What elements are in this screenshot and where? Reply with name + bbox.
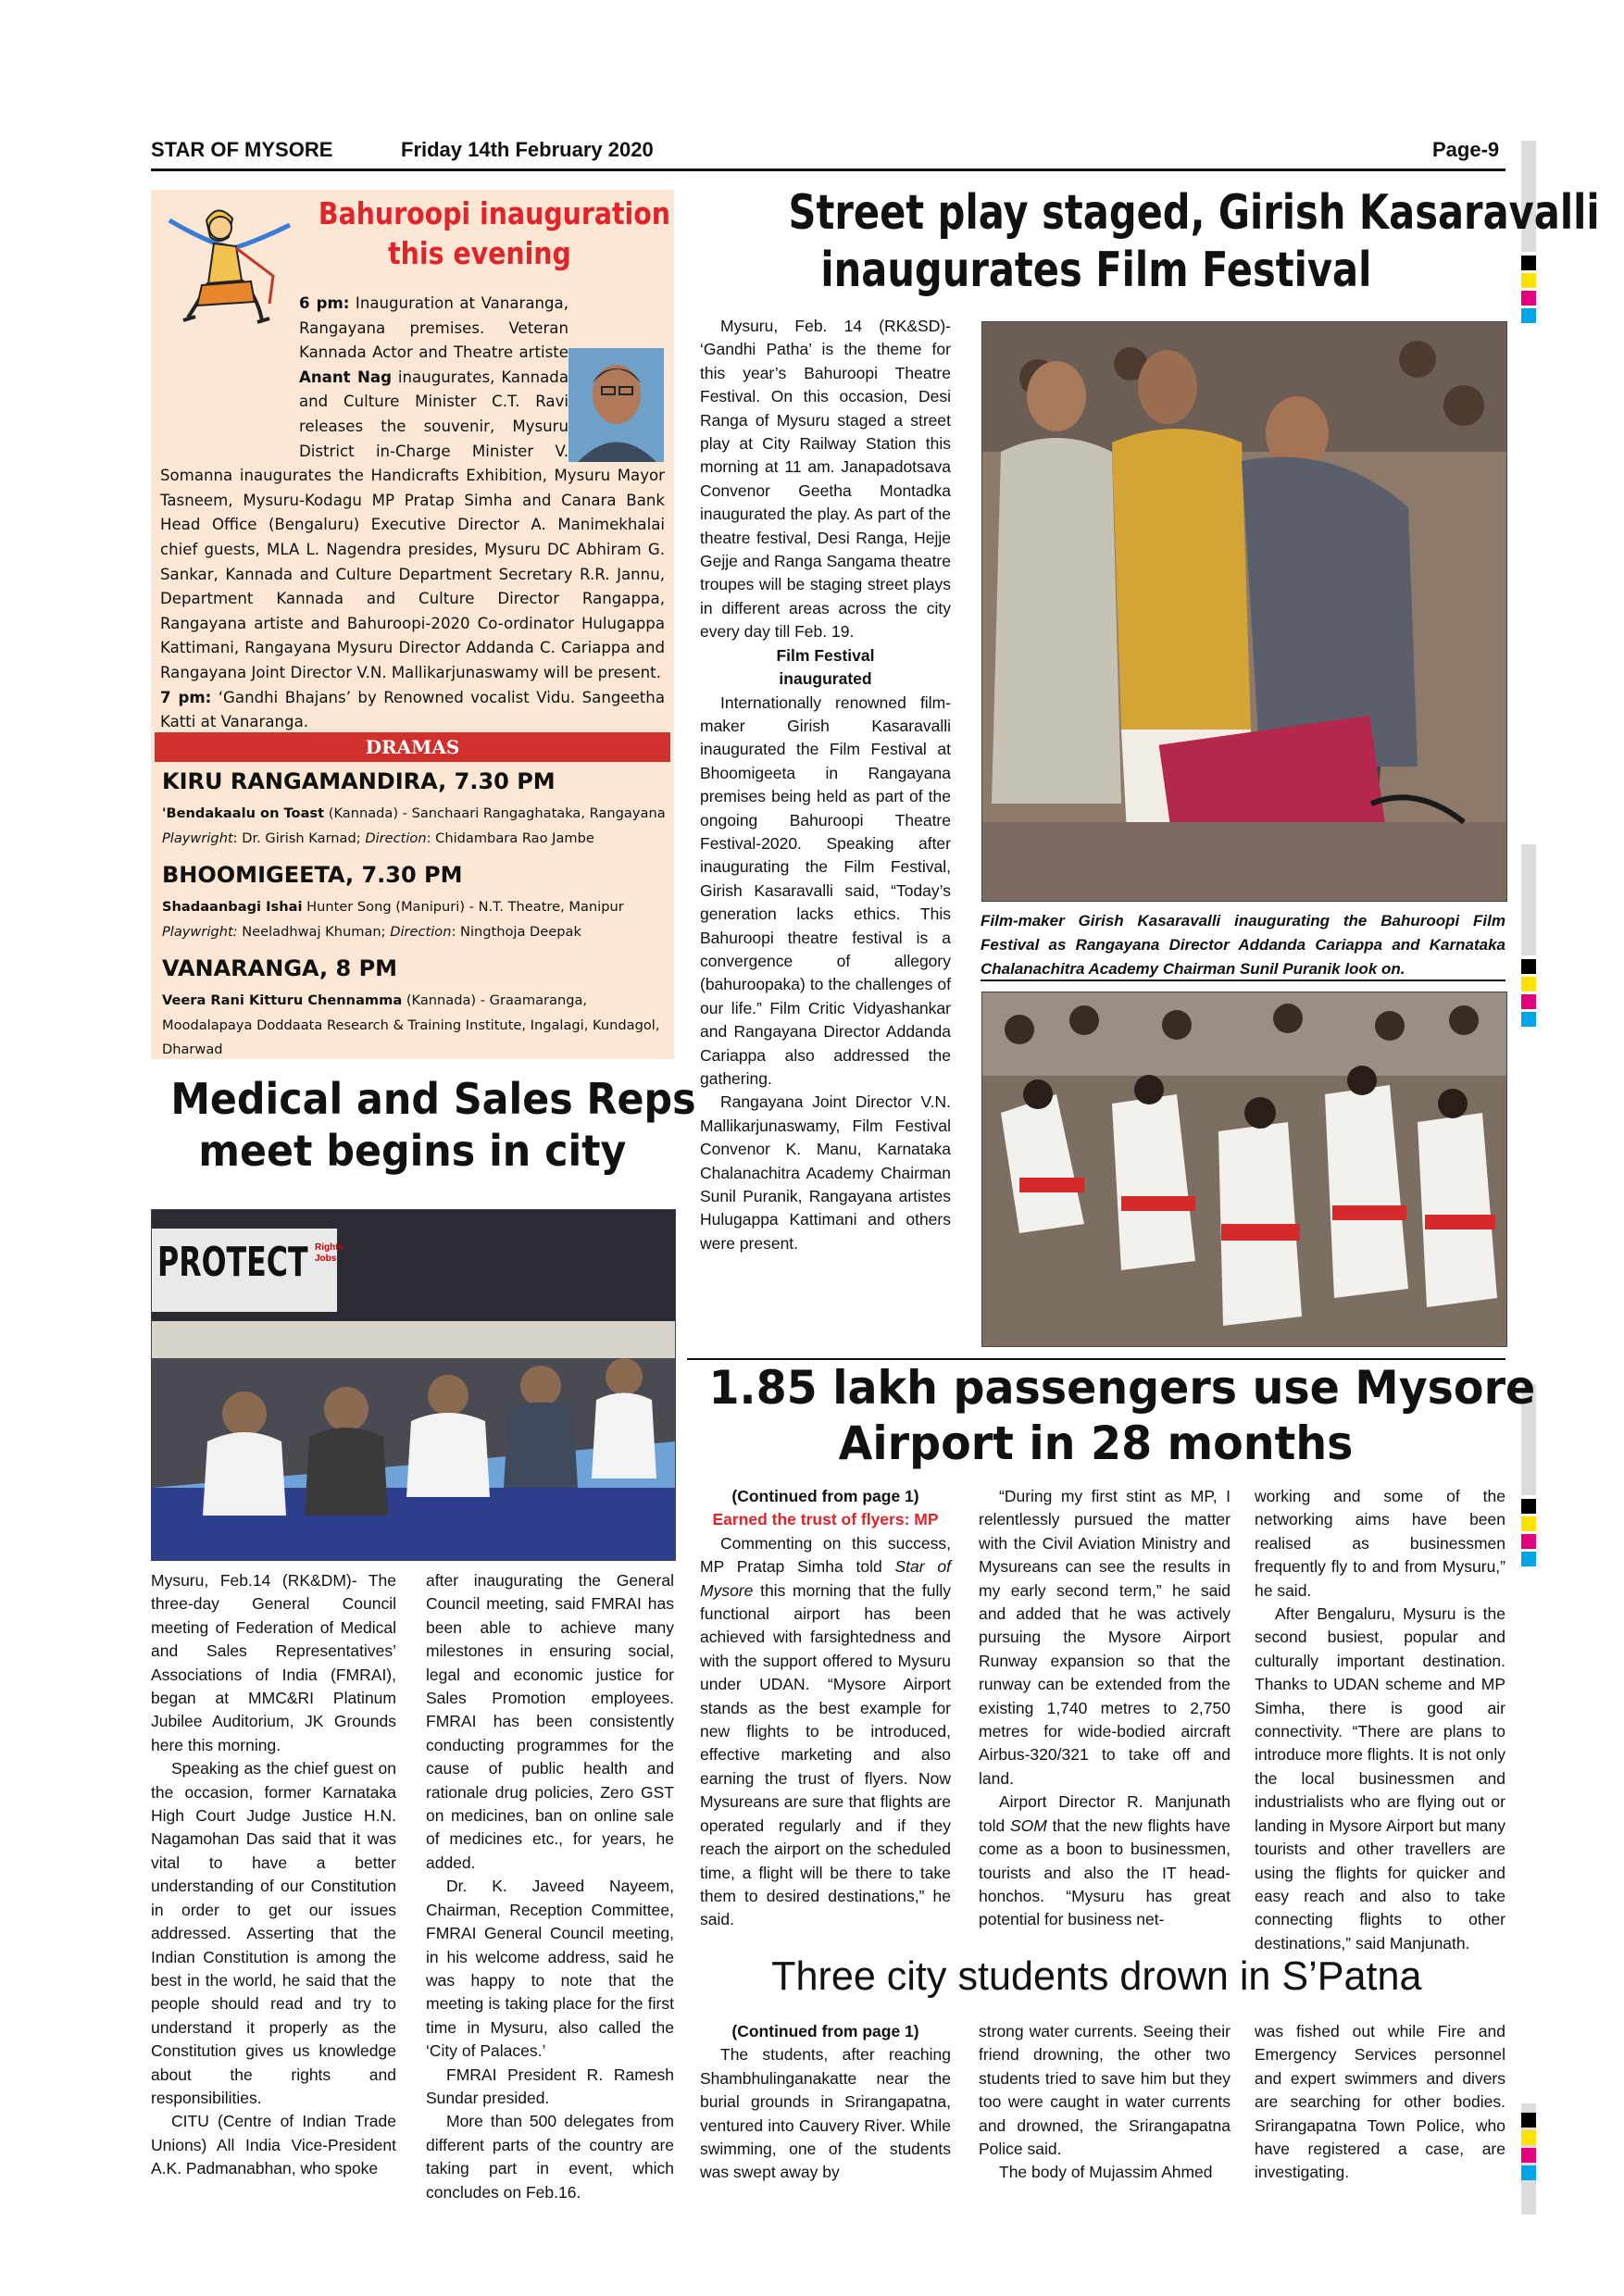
continued-note: (Continued from page 1)	[731, 1487, 919, 1505]
paragraph: CITU (Centre of Indian Trade Unions) All India Vice-President A.K. Padmanabhan, who spoke	[151, 2112, 396, 2178]
paragraph: was fished out while Fire and Emergency Services personnel and expert swimmers and divers are searching for other bodies. Srirangapatna Town Police, who have registered a case, are investigating.	[1255, 2022, 1505, 2182]
street-play-body	[700, 315, 951, 1255]
play-line: Veera Rani Kitturu Chennamma (Kannada) - Graamaranga, Moodalapaya Doddaata Research & Training Institute, Ingalagi, Kundagol, Dharwad	[162, 992, 660, 1057]
banner-text: PROTECT	[157, 1239, 308, 1286]
bahuroopi-para-1: 6 pm: Inauguration at Vanaranga, Rangayana premises. Veteran Kannada Actor and Theatre artiste Anant Nag inaugurates, Kannada and Culture Minister C.T. Ravi releases the souvenir, Mysuru District in-Charge Minister V. Somanna inaugurates the Handicrafts Exhibition, Mysuru Mayor Tasneem, Mysuru-Kodagu MP Pratap Simha and Canara Bank Head Office (Bengaluru) Executive Director A. Manimekhalai chief guests, MLA L. Nagendra presides, Mysuru DC Abhiram G. Sankar, Kannada and Culture Department Secretary R.R. Jannu, Department Kannada and Culture Director Rangappa, Rangayana artiste and Bahuroopi-2020 Co-ordinator Hulugappa Kattimani, Rangayana Mysuru Director Addanda C. Cariappa and Rangayana Joint Director V.N. Mallikarjunaswamy will be present.	[160, 294, 665, 681]
caption-rule	[981, 980, 1505, 981]
section-rule	[687, 1358, 1505, 1360]
drown-col-3	[1255, 2020, 1505, 2185]
venue-title: BHOOMIGEETA, 7.30 PM	[162, 862, 463, 888]
paragraph: Mysuru, Feb.14 (RK&DM)- The three-day General Council meeting of Federation of Medical and Sales Representatives’ Associations of India (FMRAI), began at MMC&RI Platinum Jubilee Auditorium, JK Grounds here this morning.	[151, 1571, 396, 1754]
street-play-photo	[981, 992, 1507, 1347]
drown-headline: Three city students drown in S’Patna	[770, 1953, 1422, 1999]
paragraph: The students, after reaching Shambhulinganakatte near the burial grounds in Srirangapatna, ventured into Cauvery River. While swimming, one of the students was swept away by	[700, 2045, 951, 2182]
page-number: Page-9	[1432, 138, 1500, 161]
masthead-name: STAR OF MYSORE	[151, 138, 333, 161]
paragraph: Dr. K. Javeed Nayeem, Chairman, Reception Committee, FMRAI General Council meeting, in his welcome address, said he was happy to note that the meeting is taking place for the first time in Mysuru, also called the ‘City of Palaces.’	[426, 1877, 674, 2061]
airport-col-1	[700, 1485, 951, 1932]
airport-subhead: Earned the trust of flyers: MP	[712, 1510, 939, 1529]
drown-col-1	[700, 2020, 951, 2185]
airport-col-2	[979, 1485, 1230, 1932]
venue-title: KIRU RANGAMANDIRA, 7.30 PM	[162, 768, 556, 794]
paragraph: “During my first stint as MP, I relentlessly pursued the matter with the Civil Aviation Ministry and Mysureans can see the results in my early second term,” he said and added that he was actively pursuing the Mysore Airport Runway expansion so that the runway can be extended from the existing 1,740 metres to 2,750 metres for wide-bodied aircraft Airbus-320/321 to take off and land.	[979, 1487, 1230, 1788]
credit-line: Playwright: Dr. Girish Karnad; Direction: Chidambara Rao Jambe	[162, 830, 594, 846]
paragraph: Mysuru, Feb. 14 (RK&SD)- ‘Gandhi Patha’ is the theme for this year’s Bahuroopi Theatre Festival. On this occasion, Desi Ranga of Mysuru staged a street play at City Railway Station this morning at 11 am. Janapadotsava Convenor Geetha Montadka inaugurated the play. As part of the theatre festival, Desi Ranga, Hejje Gejje and Ranga Sangama theatre troupes will be staging street plays in different areas across the city every day till Feb. 19.	[700, 317, 951, 642]
medical-col-2	[426, 1569, 674, 2204]
banner-small-text: Rights Jobs	[315, 1242, 344, 1264]
credit-line: Playwright: Neeladhwaj Khuman; Direction: Ningthoja Deepak	[162, 923, 581, 940]
bahuroopi-box	[151, 190, 674, 1059]
header-rule	[151, 168, 1505, 171]
airport-headline: 1.85 lakh passengers use Mysore Airport in 28 months	[708, 1361, 1536, 1470]
paragraph: Internationally renowned film-maker Girish Kasaravalli inaugurated the Film Festival at Bhoomigeeta in Rangayana premises being held as part of the ongoing Bahuroopi Theatre Festival-2020. Speaking after inaugurating the Film Festival, Girish Kasaravalli said, “Today’s generation lacks ethics. This Bahuroopi theatre festival is a convergence of allegory (bahuroopaka) to the challenges of our life.” Film Critic Vidyashankar and Rangayana Director Addanda Cariappa also addressed the gathering.	[700, 693, 951, 1088]
continued-note: (Continued from page 1)	[731, 2022, 919, 2040]
film-festival-photo	[981, 321, 1507, 902]
paragraph: after inaugurating the General Council meeting, said FMRAI has been able to achieve many milestones in ensuring social, legal and economic justice for Sales Promotion employees. FMRAI has been consistently conducting programmes for the cause of public health and rationale drug policies, Zero GST on medicines, ban on online sale of medicines etc., for years, he added.	[426, 1571, 674, 1872]
venue-title: VANARANGA, 8 PM	[162, 955, 398, 981]
airport-col-3	[1255, 1485, 1505, 1955]
paragraph: Rangayana Joint Director V.N. Mallikarjunaswamy, Film Festival Convenor K. Manu, Karnataka Chalanachitra Academy Chairman Sunil Puranik, Rangayana artistes Hulugappa Kattimani and others were present.	[700, 1092, 951, 1253]
paragraph: Commenting on this success, MP Pratap Simha told Star of Mysore this morning that the fully functional airport has been achieved with farsightedness and with the support offered to Mysuru under UDAN. “Mysore Airport stands as the best example for new flights to be introduced, effective marketing and also earning the trust of flyers. Now Mysureans are sure that flights are operated regularly and if they reach the airport on the scheduled time, a flight will be there to take them to desired destinations,” he said.	[700, 1533, 951, 1929]
paragraph: FMRAI President R. Ramesh Sundar presided.	[426, 2065, 674, 2107]
dramas-list	[162, 768, 667, 1063]
play-line: 'Bendakaalu on Toast (Kannada) - Sanchaari Rangaghataka, Rangayana	[162, 805, 666, 821]
medical-col-1	[151, 1569, 396, 2181]
paragraph: After Bengaluru, Mysuru is the second busiest, popular and culturally important destination. Thanks to UDAN scheme and MP Simha, there is good air connectivity. “There are plans to introduce more flights. It is not only the local businessmen and industrialists who are flying out or landing in Mysore Airport but many tourists and other travellers are using the flights for quicker and easy reach and also to take connecting flights to other destinations,” said Manjunath.	[1255, 1604, 1505, 1953]
paragraph: strong water currents. Seeing their friend drowning, the other two students tried to save him but they too were caught in water currents and drowned, the Srirangapatna Police said.	[979, 2022, 1230, 2159]
film-festival-caption: Film-maker Girish Kasaravalli inaugurating the Bahuroopi Film Festival as Rangayana Director Addanda Cariappa and Karnataka Chalanachitra Academy Chairman Sunil Puranik look on.	[981, 912, 1505, 978]
paragraph: working and some of the networking aims have been realised as businessmen frequently fly to and from Mysuru,” he said.	[1255, 1487, 1505, 1600]
dramas-bar: DRAMAS	[155, 732, 670, 762]
paragraph: Airport Director R. Manjunath told SOM that the new flights have come as a boon to businessmen, tourists and also the IT head-honchos. “Mysuru has great potential for business net-	[979, 1792, 1231, 1929]
paragraph: The body of Mujassim Ahmed	[999, 2163, 1213, 2182]
street-play-headline: Street play staged, Girish Kasaravalli inaugurates Film Festival	[788, 185, 1600, 298]
bahuroopi-title: Bahuroopi inauguration this evening	[318, 195, 671, 271]
drown-col-2	[979, 2020, 1230, 2185]
subhead: Film Festival inaugurated	[776, 645, 875, 689]
paragraph: More than 500 delegates from different parts of the country are taking part in event, which concludes on Feb.16.	[426, 2112, 674, 2202]
play-line: Shadaanbagi Ishai Hunter Song (Manipuri) - N.T. Theatre, Manipur	[162, 899, 624, 915]
issue-date: Friday 14th February 2020	[401, 138, 654, 161]
paragraph: Speaking as the chief guest on the occasion, former Karnataka High Court Judge Justice H.N. Nagamohan Das said that it was vital to have a better understanding of our Constitution in order to get our issues addressed. Asserting that the Indian Constitution is among the best in the world, he said that the people should read and try to understand it properly as the Constitution gives us knowledge about the rights and responsibilities.	[151, 1759, 396, 2107]
medical-headline: Medical and Sales Reps meet begins in city	[170, 1074, 696, 1176]
bahuroopi-para-2: 7 pm: ‘Gandhi Bhajans’ by Renowned vocalist Vidu. Sangeetha Katti at Vanaranga.	[160, 688, 665, 731]
